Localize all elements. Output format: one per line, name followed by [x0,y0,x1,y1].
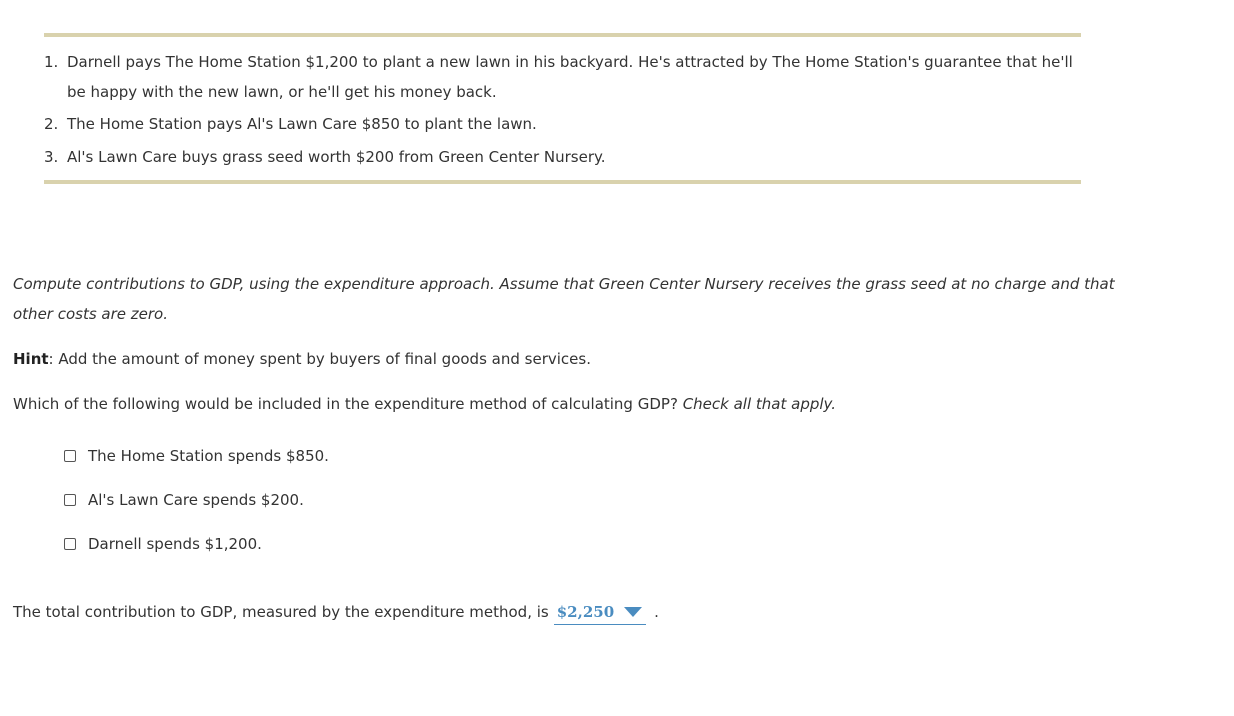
checkbox[interactable] [64,494,76,506]
question-prompt: Which of the following would be included in the expenditure method of calculating GDP? Check all that apply. [13,395,837,413]
chevron-down-icon [624,607,642,617]
option-darnell[interactable] [64,533,262,555]
option-label: Al's Lawn Care spends $200. [88,491,304,509]
hint-label: Hint [13,350,49,368]
item-number: 3. [44,148,59,166]
scenario-box [44,33,1081,185]
item-number: 1. [44,53,59,71]
checkbox[interactable] [64,450,76,462]
option-lawn-care[interactable] [64,489,304,511]
checkbox[interactable] [64,538,76,550]
total-statement [13,598,659,626]
instruction-text: Compute contributions to GDP, using the expenditure approach. Assume that Green Center Nursery receives the grass seed at no charge and that other costs are zero. [13,275,1115,323]
dropdown-value: $2,250 [556,602,615,621]
top-divider [44,33,1081,37]
option-home-station[interactable] [64,445,329,467]
total-dropdown[interactable] [554,600,646,625]
hint-body: : Add the amount of money spent by buyers of final goods and services. [48,350,591,368]
option-label: The Home Station spends $850. [88,447,329,465]
item-number: 2. [44,115,59,133]
item-text: The Home Station pays Al's Lawn Care $850 to plant the lawn. [67,115,537,133]
bottom-divider [44,180,1081,184]
sentence-period: . [654,603,659,621]
question-emphasis: Check all that apply. [682,395,837,413]
item-text: Darnell pays The Home Station $1,200 to plant a new lawn in his backyard. He's attracted by The Home Station's guarantee that he'll be happy with the new lawn, or he'll get his money back. [67,53,1073,101]
hint-text [13,345,591,373]
option-label: Darnell spends $1,200. [88,535,262,553]
item-text: Al's Lawn Care buys grass seed worth $200 from Green Center Nursery. [67,148,606,166]
total-text: The total contribution to GDP, measured by the expenditure method, is [13,603,549,621]
